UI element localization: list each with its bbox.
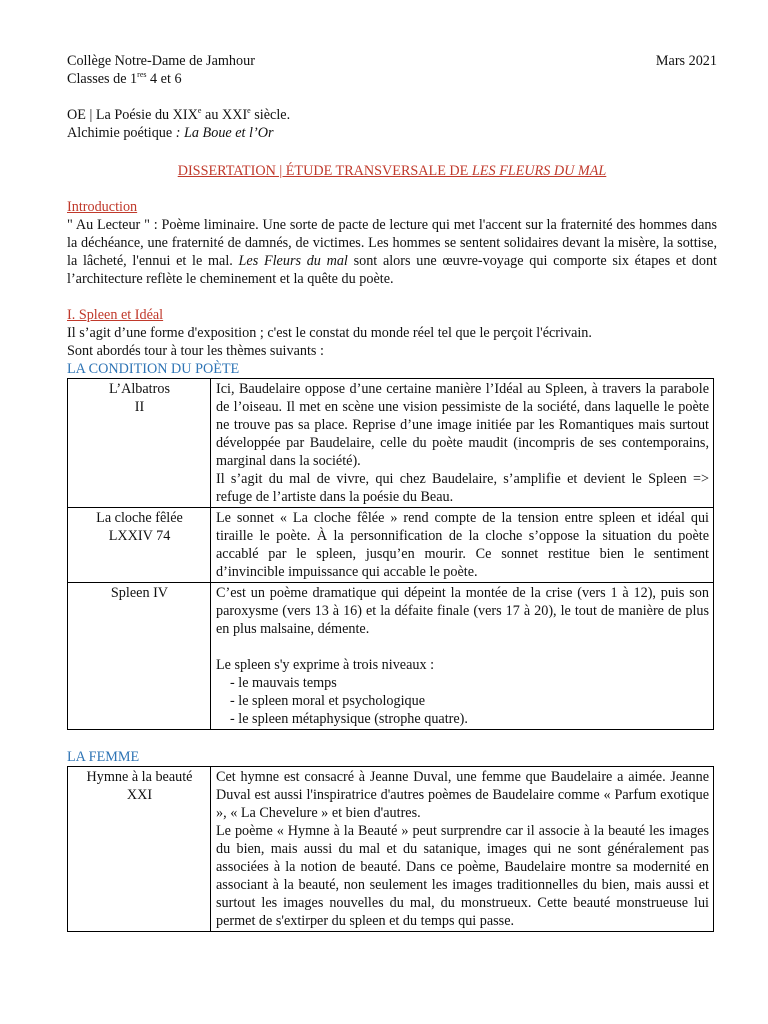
poem-title-cell: Hymne à la beauté XXI [68,767,211,932]
poem-title-cell: La cloche fêlée LXXIV 74 [68,508,211,583]
list-item: - le spleen métaphysique (strophe quatre). [230,711,468,727]
table-row [68,767,714,932]
table-row [68,379,714,508]
document-page [67,52,717,932]
course-line: OE | La Poésie du XIXe au XXIe siècle. [67,106,291,123]
section1-line1: Il s’agit d’une forme d'exposition ; c'est le constat du monde réel tel que le perçoit l'écrivain. [67,325,592,341]
school-name: Collège Notre-Dame de Jamhour [67,53,255,69]
section1-heading: I. Spleen et Idéal [67,307,164,323]
poem-analysis-cell: Le sonnet « La cloche fêlée » rend compte de la tension entre spleen et idéal qui tiraille le poète. À la personnification de la cloche s’oppose la situation du poète accablé par le spleen, jusqu’en mourir. Ce sonnet restitue bien le sentiment d’invincible impuissance qui accable le poète. [211,508,714,583]
table-row [68,583,714,730]
intro-heading: Introduction [67,199,138,215]
header-row [67,52,717,70]
document-date: Mars 2021 [655,53,717,69]
classes-line: Classes de 1res 4 et 6 [67,70,182,87]
poem-analysis-cell: C’est un poème dramatique qui dépeint la montée de la crise (vers 1 à 12), puis son paroxysme (vers 13 à 16) et la défaite finale (vers 17 à 20), le tout de manière de plus en plus malsaine, démente. Le spleen s'y exprime à trois niveaux : - le mauvais temps - le spleen moral et psychologique - le spleen métaphysique (strophe quatre). [211,583,714,730]
poem-title-cell: L’Albatros II [68,379,211,508]
femme-table [67,766,714,932]
list-item: - le spleen moral et psychologique [230,693,426,709]
poete-table [67,378,714,730]
alchimie-line: Alchimie poétique : La Boue et l’Or [67,125,274,141]
section1-subheading: LA CONDITION DU POÈTE [67,361,240,377]
list-item: - le mauvais temps [230,675,337,691]
section2-subheading: LA FEMME [67,749,140,765]
poem-title-cell: Spleen IV [68,583,211,730]
section1-line2: Sont abordés tour à tour les thèmes suivants : [67,343,324,359]
intro-paragraph: " Au Lecteur " : Poème liminaire. Une sorte de pacte de lecture qui met l'accent sur la fraternité des hommes dans la déchéance, une fraternité de damnés, de victimes. Les hommes se sentent solidaires devant la misère, la sottise, la lâcheté, l'ennui et le mal. Les Fleurs du mal sont alors une œuvre-voyage qui comporte six étapes et dont l’architecture reflète le cheminement et la quête du poète. [67,217,717,287]
table-row [68,508,714,583]
poem-analysis-cell: Ici, Baudelaire oppose d’une certaine manière l’Idéal au Spleen, à travers la parabole de l’oiseau. Il met en scène une vision pessimiste de la société, dans laquelle le poète ne trouve pas sa place. Reprise d’une image initiée par les Romantiques mais surtout développée par Baudelaire, celle du poète maudit (incompris de ses contemporains, marginal dans la société). Il s’agit du mal de vivre, qui chez Baudelaire, s’amplifie et devient le Spleen => refuge de l’artiste dans la poésie du Beau. [211,379,714,508]
page-title: DISSERTATION | ÉTUDE TRANSVERSALE DE LES FLEURS DU MAL [177,163,607,179]
poem-analysis-cell: Cet hymne est consacré à Jeanne Duval, une femme que Baudelaire a aimée. Jeanne Duval est aussi l'inspiratrice d'autres poèmes de Baudelaire comme « Parfum exotique », « La Chevelure » et bien d'autres. Le poème « Hymne à la Beauté » peut surprendre car il associe à la beauté les images du bien, mais aussi du mal et du satanique, images qui ne sont généralement pas associées à la notion de beauté. Dans ce poème, Baudelaire montre sa modernité en associant à la beauté, non seulement les images traditionnelles du bien, mais aussi et surtout les images nouvelles du mal, du monstrueux. Cette beauté monstrueuse lui permet de s'extirper du spleen et du temps qui passe. [211,767,714,932]
